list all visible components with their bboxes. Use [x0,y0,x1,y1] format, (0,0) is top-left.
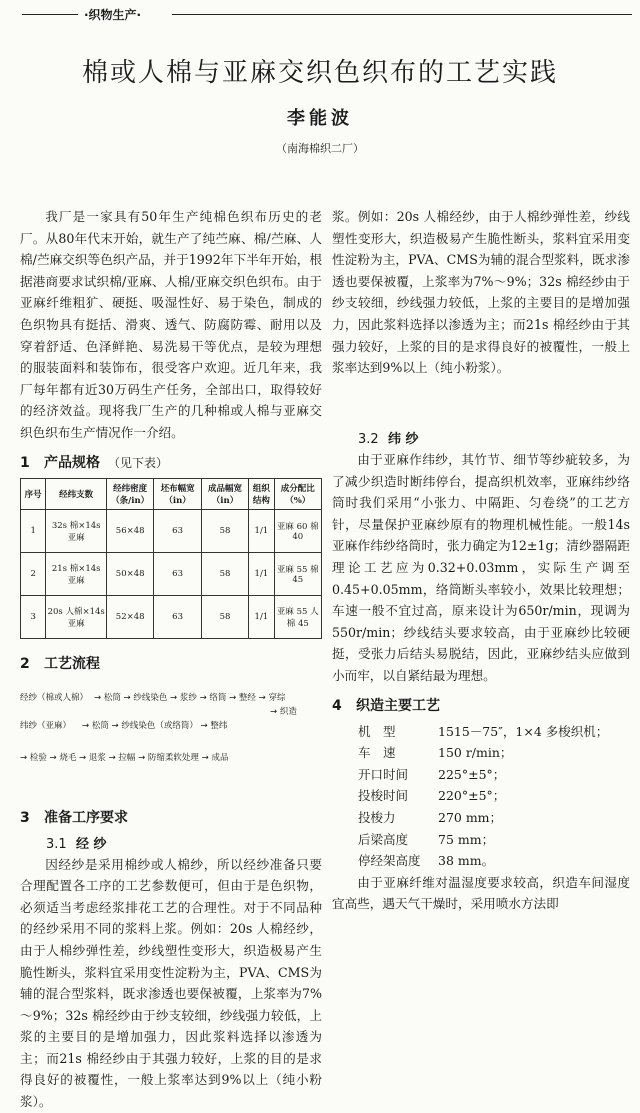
author-name: 李能波 [287,108,353,129]
table-header-cell: 序号 [21,478,46,509]
param-row [332,742,630,764]
param-row [332,829,630,851]
article-title: 棉或人棉与亚麻交织色织布的工艺实践 [81,58,558,88]
subsection-title: 经 纱 [76,836,107,852]
table-cell: 21s 棉×14s 亚麻 [46,552,107,595]
warp-yarn-paragraph-continued: 浆。例如：20s 人棉经纱，由于人棉纱弹性差，纱线塑性变形大，织造极易产生脆性断头，浆料宜采用变性淀粉为主，PVA、CMS为辅的混合型浆料，既求渗透也要保被覆，上浆率为7%～9%；32s 棉经纱由于纱支较细，纱线强力较低，上浆的主要目的是增加强力，因此浆料选择以渗透为主；而21s 棉经纱由于其强力较好，上浆的目的是求得良好的被覆性，一般上浆率达到9%以上（纯小粉浆）。 [332,209,630,376]
subsection-3-2-heading [358,428,630,447]
param-label: 车 速 [358,745,396,761]
table-cell: 1/1 [249,509,274,552]
warp-yarn-paragraph: 因经纱是采用棉纱或人棉纱，所以经纱准备只要合理配置各工序的工艺参数便可，但由于是色织物，必须适当考虑经浆排花工艺的合理性。对于不同品种的经纱采用不同的浆料上浆。例如：20s 人棉经纱，由于人棉纱弹性差，纱线塑性变形大，织造极易产生脆性断头，浆料宜采用变性淀粉为主，PVA、CMS为辅的混合型浆料，既求渗透也要保被覆，上浆率为7%～9%；32s 棉经纱由于纱支较细，纱线强力较低，上浆的主要目的是增加强力，因此浆料选择以渗透为主；而21s 棉经纱由于其强力较好，上浆的目的是求得良好的被覆性，一般上浆率达到9%以上（纯小粉浆）。 [20,856,322,1110]
weft-yarn-paragraph: 由于亚麻作纬纱，其竹节、细节等纱疵较多，为了减少织造时断纬停台，提高织机效率，亚麻纬纱络筒时我们采用“小张力、中隔距、匀卷绕”的工艺方针，尽量保护亚麻纱原有的物理机械性能。一般14s 亚麻作纬纱络筒时，张力确定为12±1g；清纱器隔距理论工艺应为0.32+0.03mm，实际生产调至0.45+0.05mm，络筒断头率较小，效果比较理想；车速一般不宜过高，原来设计为650r/min，现调为550r/min；纱线结头要求较高，由于亚麻纱比较硬挺，受张力后结头易脱结，因此，亚麻纱结头应做到小而牢，以自紧结最为理想。 [332,452,630,683]
param-value: 1515－75″，1×4 多梭织机； [438,723,609,739]
table-row [21,552,322,595]
table-cell: 50×48 [106,552,153,595]
param-label: 投梭力 [358,809,396,825]
table-cell: 1 [21,509,46,552]
table-cell: 20s 人棉×14s 亚麻 [46,595,107,638]
header-rule-right [172,14,632,15]
flow-weaving-step: → 织造 [270,706,297,717]
table-cell: 52×48 [106,595,153,638]
param-value: 270 mm； [438,809,503,825]
flow-warp-source: 经纱（棉或人棉） [20,692,89,703]
param-value: 150 r/min； [438,745,513,761]
param-label: 后梁高度 [358,831,409,847]
table-row [21,595,322,638]
header-rule-left [22,14,78,15]
param-row [332,721,630,743]
table-cell: 亚麻 55 棉 45 [274,552,321,595]
table-cell: 58 [201,595,248,638]
param-value: 220°±5°； [438,788,506,804]
section-number: 4 [332,697,342,714]
author-affiliation: （南海棉织二厂） [276,142,364,155]
table-cell: 1/1 [249,595,274,638]
column-label: ·织物生产· [84,8,142,22]
param-label: 停经架高度 [358,853,421,869]
section-number: 2 [20,655,30,672]
section-4-heading [332,695,630,715]
table-cell: 63 [154,552,201,595]
section-title: 工艺流程 [44,655,100,672]
table-cell: 2 [21,552,46,595]
table-cell: 58 [201,509,248,552]
table-cell: 58 [201,552,248,595]
section-title: 产品规格 [44,454,100,471]
spec-table [20,478,322,639]
section-note: （见下表） [108,455,169,470]
param-value: 75 mm； [438,831,495,847]
param-label: 机 型 [358,723,396,739]
table-cell: 32s 棉×14s 亚麻 [46,509,107,552]
table-header-cell: 坯布幅宽（in） [154,478,201,509]
section-number: 1 [20,454,30,471]
table-header-cell: 经纬密度（条/in） [106,478,153,509]
param-label: 投梭时间 [358,788,409,804]
left-column [20,206,322,1110]
subsection-number: 3.2 [358,432,379,447]
flow-warp-chain: → 松筒 → 纱线染色 → 浆纱 → 络筒 → 整经 → 穿综 [94,692,286,703]
param-value: 225°±5°； [438,766,506,782]
flow-weft-source: 纬纱（亚麻） [20,720,72,731]
section-2-heading [20,653,322,673]
table-header-cell: 经纬支数 [46,478,107,509]
table-cell: 亚麻 60 棉 40 [274,509,321,552]
section-3-heading [20,807,322,827]
intro-paragraph: 我厂是一家具有50年生产纯棉色织布历史的老厂。从80年代末开始，就生产了纯苎麻、棉/苎麻、人棉/苎麻交织等色织产品，并于1992年下半年开始，根据港商要求试织棉/亚麻、人棉/亚麻交织色织布。由于亚麻纤维粗犷、硬挺、吸湿性好、易于染色，制成的色织物具有挺括、滑爽、透气、防腐防霉、耐用以及穿着舒适、色泽鲜艳、易洗易干等优点，是较为理想的服装面料和装饰布，很受客户欢迎。近几年来，我厂每年都有近30万码生产任务，全部出口，取得较好的经济效益。现将我厂生产的几种棉或人棉与亚麻交织色织布生产情况作一介绍。 [20,209,322,440]
param-row [332,807,630,829]
subsection-3-1-heading [46,833,322,852]
param-row [332,850,630,872]
param-value: 38 mm。 [438,853,495,869]
table-row [21,509,322,552]
table-header-cell: 成分配比（%） [274,478,321,509]
table-cell: 63 [154,595,201,638]
table-cell: 3 [21,595,46,638]
subsection-number: 3.1 [46,836,67,852]
running-header [22,4,622,26]
humidity-paragraph: 由于亚麻纤维对温湿度要求较高，织造车间湿度宜高些，遇天气干燥时，采用喷水方法即 [332,874,630,912]
param-label: 开口时间 [358,766,409,782]
subsection-title: 纬 纱 [388,432,419,447]
table-cell: 亚麻 55 人棉 45 [274,595,321,638]
param-row [332,764,630,786]
param-row [332,785,630,807]
flow-finishing-chain: → 检验 → 烧毛 → 退浆 → 拉幅 → 防缩柔软处理 → 成品 [20,752,229,763]
table-cell: 1/1 [249,552,274,595]
section-1-heading [20,452,322,472]
table-header-cell: 组织结构 [249,478,274,509]
table-header-cell: 成品幅宽（in） [201,478,248,509]
flow-weft-chain: → 松筒 → 纱线染色（或络筒） → 整纬 [82,720,228,731]
section-title: 织造主要工艺 [356,697,440,714]
process-flow-diagram [20,679,322,799]
section-number: 3 [20,809,30,826]
table-cell: 63 [154,509,201,552]
weaving-parameters-list [332,721,630,872]
table-header-row [21,478,322,509]
right-column [332,206,630,915]
section-title: 准备工序要求 [44,809,128,826]
table-cell: 56×48 [106,509,153,552]
